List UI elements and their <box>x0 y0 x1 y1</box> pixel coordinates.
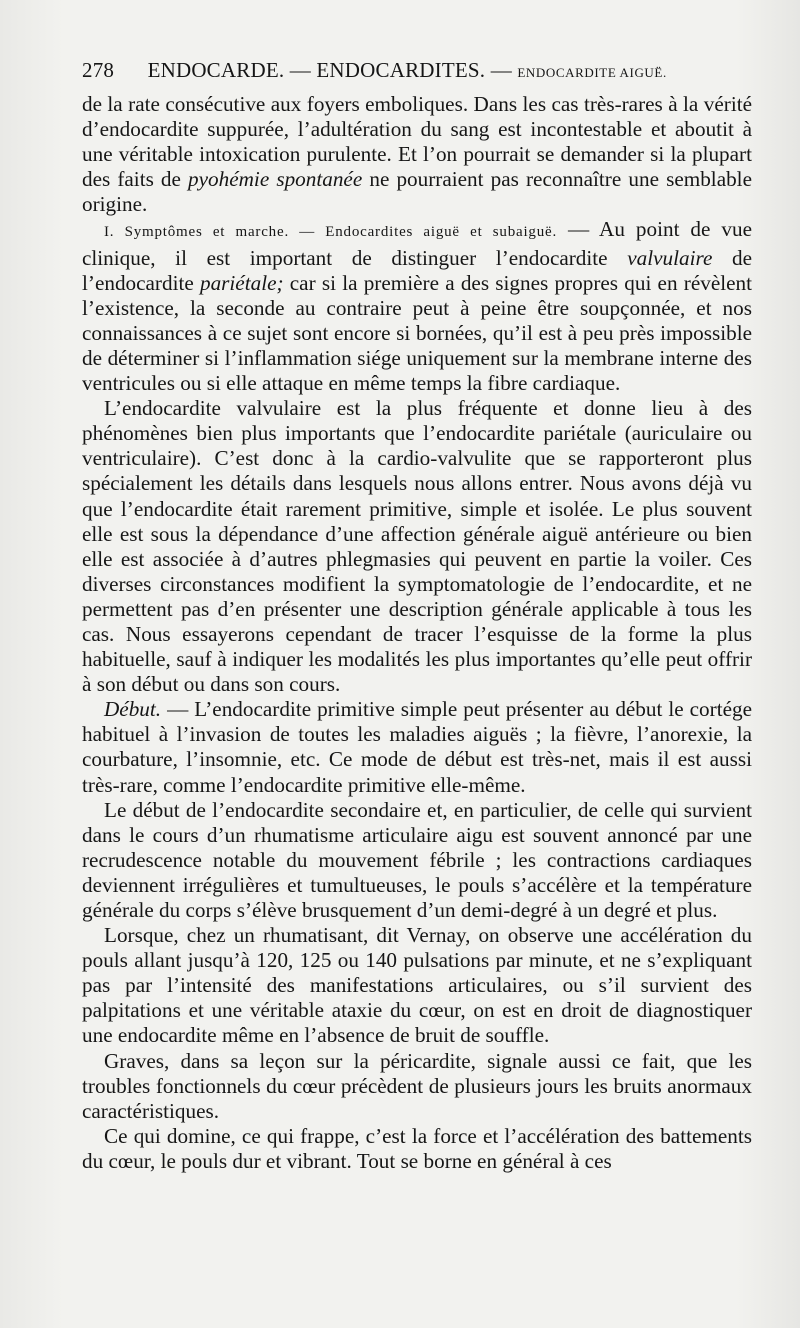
running-title: ENDOCARDE. — ENDOCARDITES. — <box>147 58 512 82</box>
paragraph: Graves, dans sa leçon sur la péricardite, signale aussi ce fait, que les troubles fonctionnels du cœur précèdent de plusieurs jours les bruits anormaux caractéristiques. <box>82 1048 752 1123</box>
body-text <box>82 92 752 1174</box>
text-run: ne pourraient pas reconnaître une semblable origine. <box>82 167 752 217</box>
subheading-debut: Début. <box>104 697 162 722</box>
paragraph <box>82 697 752 797</box>
section-title: ENDOCARDITE AIGUË. <box>517 65 667 80</box>
italic-term: valvulaire <box>627 245 713 270</box>
text-run: car si la première a des signes propres qui en révèlent l’existence, la seconde au contraire peut à peine être soupçonnée, et nos connaissances à ce sujet sont encore si bornées, qu’il est à peu près impossible de déterminer si l’inflammation siége uniquement sur la membrane interne des ventricules ou si elle attaque en même temps la fibre cardiaque. <box>82 270 752 396</box>
paragraph: L’endocardite valvulaire est la plus fréquente et donne lieu à des phénomènes bien plus importants que l’endocardite pariétale (auriculaire ou ventriculaire). C’est donc à la cardio-valvulite que se rapporteront plus spécialement les détails dans lesquels nous allons entrer. Nous avons déjà vu que l’endocardite était rarement primitive, simple et isolée. Le plus souvent elle est sous la dépendance d’une affection générale aiguë antérieure ou bien elle est associée à d’autres phlegmasies qui peuvent en partie la voiler. Ces diverses circonstances modifient la symptomatologie de l’endocardite, et ne permettent pas d’en présenter une description générale applicable à tous les cas. Nous essayerons cependant de tracer l’esquisse de la forme la plus habituelle, sauf à indiquer les modalités les plus importantes qu’elle peut offrir à son début ou dans son cours. <box>82 396 752 697</box>
text-run: de l’endocardite <box>82 245 752 295</box>
page-number: 278 <box>82 58 115 82</box>
section-heading: I. Symptômes et marche. — Endocardites aiguë et subaiguë. <box>104 224 558 241</box>
text-run: — L’endocardite primitive simple peut présenter au début le cortége habituel à l’invasion de toutes les maladies aiguës ; la fièvre, l’anorexie, la courbature, l’insomnie, etc. Ce mode de début est très-net, mais il est aussi très-rare, comme l’endocardite primitive elle-même. <box>82 697 752 797</box>
italic-term: pyohémie spontanée <box>188 167 363 192</box>
paragraph <box>82 92 752 217</box>
paragraph: Lorsque, chez un rhumatisant, dit Vernay, on observe une accélération du pouls allant jusqu’à 120, 125 ou 140 pulsations par minute, et ne s’expliquant pas par l’intensité des manifestations articulaires, ou s’il survient des palpitations et une véritable ataxie du cœur, on est en droit de diagnostiquer une endocardite même en l’absence de bruit de souffle. <box>82 923 752 1048</box>
italic-term: pariétale; <box>199 270 284 295</box>
paragraph: Le début de l’endocardite secondaire et, en particulier, de celle qui survient dans le cours d’un rhumatisme articulaire aigu est souvent annoncé par une recrudescence notable du mouvement fébrile ; les contractions cardiaques deviennent irrégulières et tumultueuses, le pouls s’accélère et la température générale du corps s’élève brusquement d’un demi-degré à un degré et plus. <box>82 797 752 922</box>
paragraph <box>82 217 752 396</box>
text-run: de la rate consécutive aux foyers emboliques. Dans les cas très-rares à la vérité d’endocardite suppurée, l’adultération du sang est incontestable et aboutit à une véritable intoxication purulente. Et l’on pourrait se demander si la plupart des faits de <box>82 92 752 192</box>
paragraph: Ce qui domine, ce qui frappe, c’est la force et l’accélération des battements du cœur, le pouls dur et vibrant. Tout se borne en général à ces <box>82 1123 752 1173</box>
running-header <box>82 58 752 83</box>
text-run: — Au point de vue clinique, il est important de distinguer l’endocardite <box>82 217 753 270</box>
